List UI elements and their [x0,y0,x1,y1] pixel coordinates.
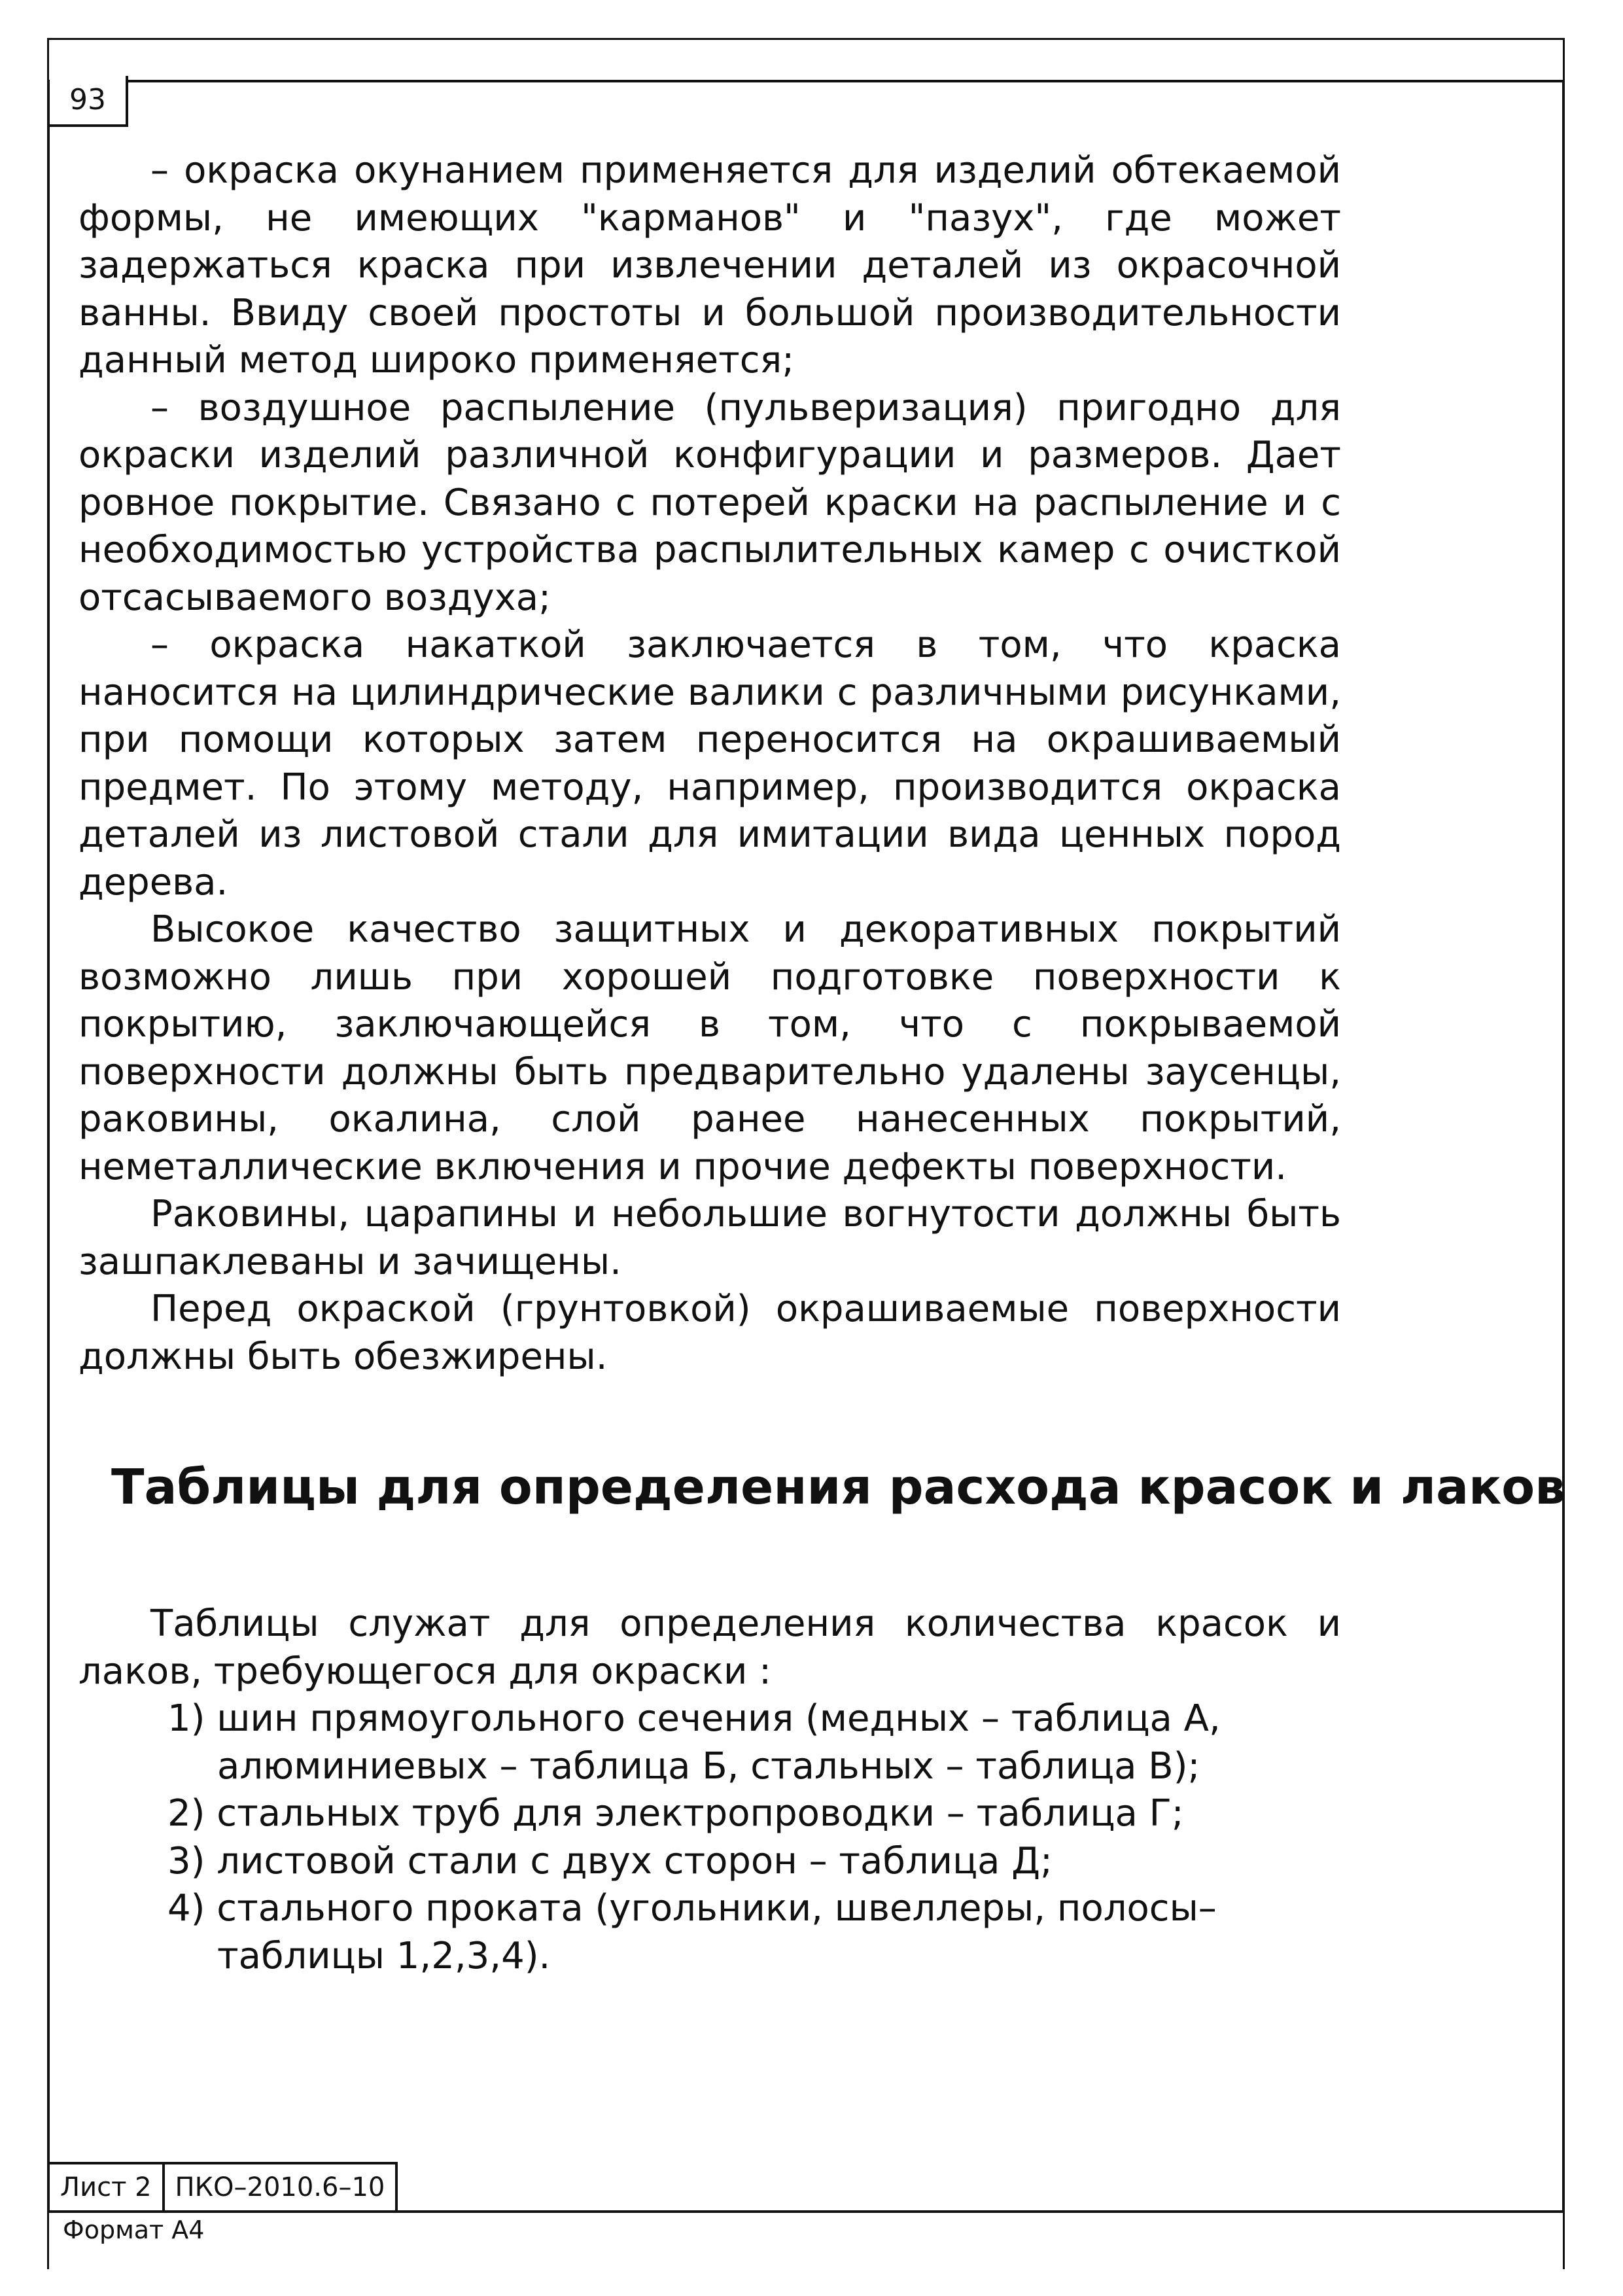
document-code: ПКО–2010.6–10 [165,2164,398,2213]
page-number: 93 [50,76,128,127]
paragraph-dip-painting: – окраска окунанием применяется для изделий обтекаемой формы, не имеющих "карманов" и "пазух", где может задержаться краска при извлечении деталей из окрасочной ванны. Ввиду своей простоты и большой производительности данный метод широко применяется; [79,149,1341,381]
title-block [50,2162,398,2213]
list-item: 3) листовой стали с двух сторон – таблица Д; [167,1839,1053,1882]
sheet-label: Лист 2 [50,2164,165,2213]
paragraph-surface-preparation: Высокое качество защитных и декоративных покрытий возможно лишь при хорошей подготовке поверхности к покрытию, заключающейся в том, что с покрываемой поверхности должны быть предварительно удалены заусенцы, раковины, окалина, слой ранее нанесенных покрытий, неметаллические включения и прочие дефекты поверхности. [79,908,1341,1188]
list-item: 4) стального проката (угольники, швеллеры, полосы– таблицы 1,2,3,4). [167,1887,1217,1977]
format-label: Формат А4 [63,2216,205,2244]
page-content [79,147,1565,1980]
paragraph-puttying: Раковины, царапины и небольшие вогнутости должны быть зашпаклеваны и зачищены. [79,1193,1341,1283]
paragraph-air-spraying: – воздушное распыление (пульверизация) пригодно для окраски изделий различной конфигурации и размеров. Дает ровное покрытие. Связано с потерей краски на распыление и с необходимостью устройства распылительных камер с очисткой отсасываемого воздуха; [79,386,1341,619]
section-intro: Таблицы служат для определения количества красок и лаков, требующегося для окраски : [79,1602,1341,1693]
section-heading: Таблицы для определения расхода красок и лаков [111,1459,1565,1515]
list-item: 2) стальных труб для электропроводки – таблица Г; [167,1792,1184,1835]
list-item: 1) шин прямоугольного сечения (медных – таблица А, алюминиевых – таблица Б, стальных – таблица В); [167,1697,1221,1788]
paragraph-degreasing: Перед окраской (грунтовкой) окрашиваемые поверхности должны быть обезжирены. [79,1288,1341,1378]
table-list [79,1695,1341,1980]
paragraph-roller-painting: – окраска накаткой заключается в том, что краска наносится на цилиндрические валики с различными рисунками, при помощи которых затем переносится на окрашиваемый предмет. По этому методу, например, производится окраска деталей из листовой стали для имитации вида ценных пород дерева. [79,624,1341,904]
